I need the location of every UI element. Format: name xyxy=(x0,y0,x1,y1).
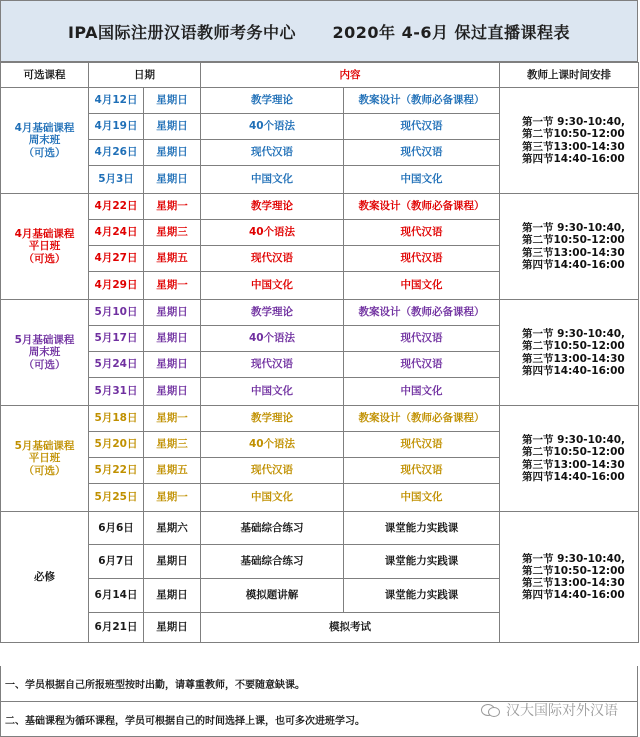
time-slot: 第一节 9:30-10:40, xyxy=(522,328,626,341)
header-date: 日期 xyxy=(89,63,201,88)
course-label-line: 平日班 xyxy=(28,240,61,253)
date-cell: 4月19日 xyxy=(89,114,144,140)
table-row xyxy=(1,406,639,432)
weekday-cell: 星期日 xyxy=(144,88,201,114)
date-cell: 5月20日 xyxy=(89,432,144,458)
content-cell-2: 现代汉语 xyxy=(344,220,500,246)
content-cell-1: 40个语法 xyxy=(201,432,344,458)
time-slot: 第四节14:40-16:00 xyxy=(522,258,625,271)
content-cell-1: 40个语法 xyxy=(201,114,344,140)
weekday-cell: 星期日 xyxy=(144,579,201,613)
course-label-line: 4月基础课程 xyxy=(14,122,75,135)
content-cell-1: 现代汉语 xyxy=(201,352,344,378)
time-slot: 第四节14:40-16:00 xyxy=(522,364,625,377)
weekday-cell: 星期日 xyxy=(144,545,201,579)
time-slot: 第二节10:50-12:00 xyxy=(522,340,625,353)
weekday-cell: 星期日 xyxy=(144,352,201,378)
course-label-line: 周末班 xyxy=(28,134,61,147)
weekday-cell: 星期五 xyxy=(144,246,201,272)
table-row xyxy=(1,88,639,114)
title-schedule: 2020年 4-6月 保过直播课程表 xyxy=(332,22,571,42)
date-cell: 5月24日 xyxy=(89,352,144,378)
content-cell-2: 现代汉语 xyxy=(344,432,500,458)
course-label xyxy=(1,88,89,194)
date-cell: 6月7日 xyxy=(89,545,144,579)
time-slot: 第一节 9:30-10:40, xyxy=(522,222,626,235)
time-slot: 第二节10:50-12:00 xyxy=(522,234,625,247)
time-slot: 第二节10:50-12:00 xyxy=(522,128,625,141)
time-slot: 第一节 9:30-10:40, xyxy=(522,116,626,129)
schedule-table xyxy=(0,62,639,643)
teacher-time-schedule xyxy=(500,406,639,512)
content-cell-1: 现代汉语 xyxy=(201,458,344,484)
course-label-line: （可选） xyxy=(23,464,66,477)
weekday-cell: 星期一 xyxy=(144,194,201,220)
table-row xyxy=(1,300,639,326)
date-cell: 5月25日 xyxy=(89,484,144,512)
weekday-cell: 星期三 xyxy=(144,220,201,246)
course-label xyxy=(1,300,89,406)
date-cell: 4月12日 xyxy=(89,88,144,114)
course-label-line: 平日班 xyxy=(28,452,61,465)
header-teacher-time: 教师上课时间安排 xyxy=(500,63,639,88)
table-row xyxy=(1,194,639,220)
content-cell-2: 教案设计（教师必备课程） xyxy=(344,300,500,326)
time-slot: 第二节10:50-12:00 xyxy=(522,564,625,577)
note-1: 一、学员根据自己所报班型按时出勤，请尊重教师，不要随意缺课。 xyxy=(0,666,638,702)
teacher-time-schedule xyxy=(500,300,639,406)
content-cell-2: 中国文化 xyxy=(344,484,500,512)
content-cell-2: 现代汉语 xyxy=(344,458,500,484)
course-label-line: 周末班 xyxy=(28,346,61,359)
content-cell-1: 教学理论 xyxy=(201,194,344,220)
header-course: 可选课程 xyxy=(1,63,89,88)
course-label-line: 4月基础课程 xyxy=(14,228,75,241)
content-cell-1: 40个语法 xyxy=(201,326,344,352)
content-cell-1: 基础综合练习 xyxy=(201,512,344,545)
date-cell: 4月22日 xyxy=(89,194,144,220)
date-cell: 6月6日 xyxy=(89,512,144,545)
page-title xyxy=(0,0,638,62)
weekday-cell: 星期日 xyxy=(144,613,201,643)
content-cell-1: 中国文化 xyxy=(201,272,344,300)
course-label-line: （可选） xyxy=(23,252,66,265)
title-org: IPA国际注册汉语教师考务中心 xyxy=(67,22,297,42)
course-label-line: 必修 xyxy=(34,570,55,583)
time-slot: 第二节10:50-12:00 xyxy=(522,446,625,459)
weekday-cell: 星期日 xyxy=(144,114,201,140)
content-cell-2: 教案设计（教师必备课程） xyxy=(344,88,500,114)
header-row xyxy=(1,63,639,88)
time-slot: 第三节13:00-14:30 xyxy=(522,140,625,153)
weekday-cell: 星期日 xyxy=(144,300,201,326)
weekday-cell: 星期五 xyxy=(144,458,201,484)
content-cell-1: 基础综合练习 xyxy=(201,545,344,579)
content-cell-2: 课堂能力实践课 xyxy=(344,545,500,579)
content-cell-1: 现代汉语 xyxy=(201,140,344,166)
content-cell-2: 现代汉语 xyxy=(344,246,500,272)
time-slot: 第三节13:00-14:30 xyxy=(522,577,625,589)
content-cell-2: 现代汉语 xyxy=(344,326,500,352)
date-cell: 5月10日 xyxy=(89,300,144,326)
content-cell-2: 课堂能力实践课 xyxy=(344,512,500,545)
date-cell: 6月21日 xyxy=(89,613,144,643)
course-label xyxy=(1,194,89,300)
header-content: 内容 xyxy=(201,63,500,88)
time-slot: 第四节14:40-16:00 xyxy=(522,470,625,483)
table-row xyxy=(1,512,639,545)
course-label-line: 5月基础课程 xyxy=(14,334,75,347)
teacher-time-schedule xyxy=(500,512,639,643)
weekday-cell: 星期三 xyxy=(144,432,201,458)
content-cell-1: 中国文化 xyxy=(201,166,344,194)
content-cell: 模拟考试 xyxy=(201,613,500,643)
watermark-text: 汉大国际对外汉语 xyxy=(506,703,618,719)
time-slot: 第四节14:40-16:00 xyxy=(522,589,625,602)
watermark xyxy=(481,700,618,720)
time-slot: 第三节13:00-14:30 xyxy=(522,246,625,259)
date-cell: 5月18日 xyxy=(89,406,144,432)
content-cell-2: 教案设计（教师必备课程） xyxy=(344,194,500,220)
course-label xyxy=(1,512,89,643)
content-cell-1: 中国文化 xyxy=(201,378,344,406)
date-cell: 5月22日 xyxy=(89,458,144,484)
content-cell-2: 现代汉语 xyxy=(344,114,500,140)
content-cell-2: 中国文化 xyxy=(344,272,500,300)
teacher-time-schedule xyxy=(500,194,639,300)
content-cell-2: 中国文化 xyxy=(344,378,500,406)
weekday-cell: 星期日 xyxy=(144,166,201,194)
time-slot: 第三节13:00-14:30 xyxy=(522,352,625,365)
time-slot: 第一节 9:30-10:40, xyxy=(522,552,626,565)
date-cell: 5月3日 xyxy=(89,166,144,194)
content-cell-1: 现代汉语 xyxy=(201,246,344,272)
teacher-time-schedule xyxy=(500,88,639,194)
date-cell: 4月26日 xyxy=(89,140,144,166)
content-cell-2: 现代汉语 xyxy=(344,352,500,378)
date-cell: 4月27日 xyxy=(89,246,144,272)
date-cell: 5月17日 xyxy=(89,326,144,352)
content-cell-1: 40个语法 xyxy=(201,220,344,246)
content-cell-1: 教学理论 xyxy=(201,406,344,432)
date-cell: 6月14日 xyxy=(89,579,144,613)
course-label-line: （可选） xyxy=(23,146,66,159)
weekday-cell: 星期一 xyxy=(144,484,201,512)
content-cell-2: 课堂能力实践课 xyxy=(344,579,500,613)
weekday-cell: 星期一 xyxy=(144,272,201,300)
content-cell-1: 中国文化 xyxy=(201,484,344,512)
content-cell-1: 模拟题讲解 xyxy=(201,579,344,613)
chat-bubbles-icon xyxy=(481,702,501,718)
content-cell-1: 教学理论 xyxy=(201,88,344,114)
course-label xyxy=(1,406,89,512)
content-cell-2: 中国文化 xyxy=(344,166,500,194)
weekday-cell: 星期日 xyxy=(144,140,201,166)
date-cell: 5月31日 xyxy=(89,378,144,406)
note-2: 二、基础课程为循环课程，学员可根据自己的时间选择上课，也可多次进班学习。 xyxy=(0,702,638,737)
time-slot: 第三节13:00-14:30 xyxy=(522,458,625,471)
weekday-cell: 星期一 xyxy=(144,406,201,432)
weekday-cell: 星期日 xyxy=(144,326,201,352)
time-slot: 第四节14:40-16:00 xyxy=(522,152,625,165)
content-cell-2: 教案设计（教师必备课程） xyxy=(344,406,500,432)
content-cell-2: 现代汉语 xyxy=(344,140,500,166)
time-slot: 第一节 9:30-10:40, xyxy=(522,434,626,447)
course-label-line: 5月基础课程 xyxy=(14,440,75,453)
date-cell: 4月29日 xyxy=(89,272,144,300)
content-cell-1: 教学理论 xyxy=(201,300,344,326)
weekday-cell: 星期日 xyxy=(144,378,201,406)
course-label-line: （可选） xyxy=(23,358,66,371)
weekday-cell: 星期六 xyxy=(144,512,201,545)
date-cell: 4月24日 xyxy=(89,220,144,246)
